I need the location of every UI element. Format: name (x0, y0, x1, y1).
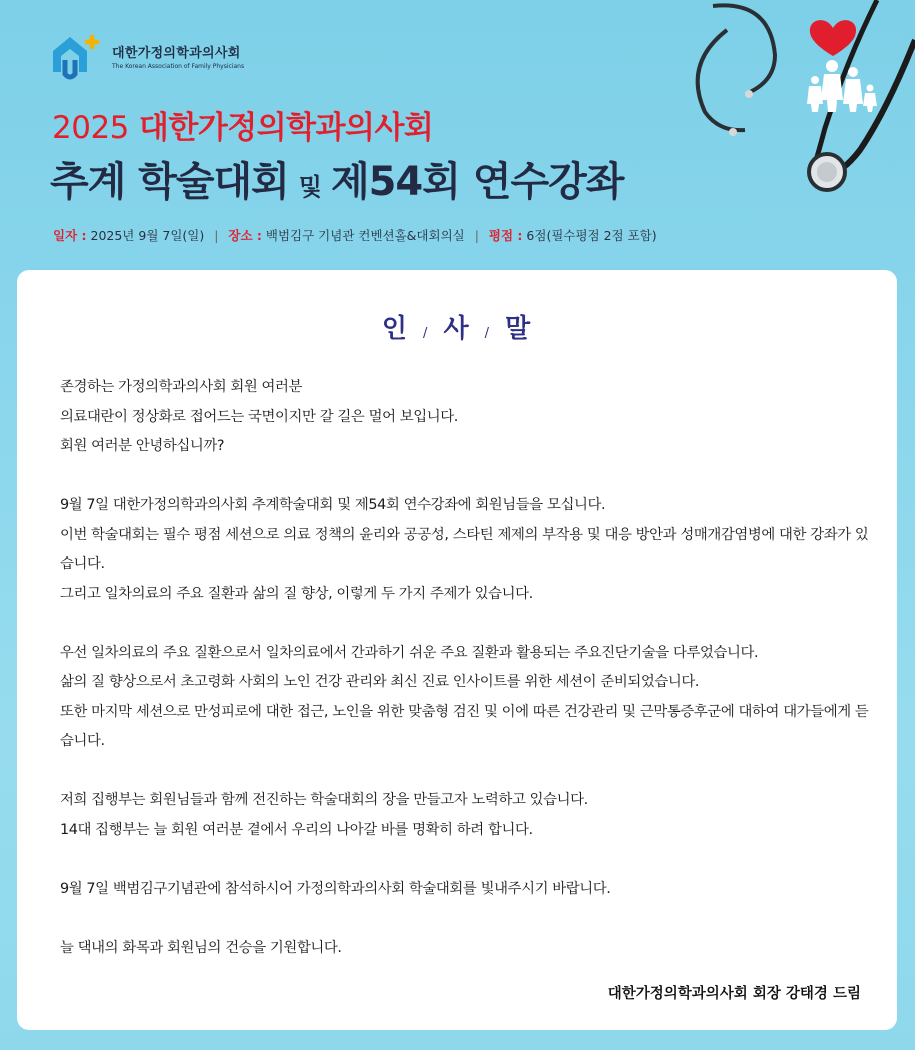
info-separator: | (214, 228, 219, 243)
greeting-line: 늘 댁내의 화목과 회원님의 건승을 기원합니다. (60, 939, 342, 956)
greeting-title-slash: / (423, 326, 430, 341)
greeting-signature: 대한가정의학과의사회 회장 강태경 드림 (607, 986, 861, 1002)
event-organization: 대한가정의학과의사회 (138, 110, 434, 146)
greeting-line: 저희 집행부는 회원님들과 함께 전진하는 학술대회의 장을 만들고자 노력하고 있습니다. (60, 792, 588, 808)
greeting-title-char: 사 (443, 314, 471, 344)
event-title-conference: 추계 학술대회 (50, 159, 289, 205)
greeting-title-slash: / (484, 326, 491, 341)
greeting-card (17, 270, 897, 1030)
greeting-line: 9월 7일 백범김구기념관에 참석하시어 가정의학과의사회 학술대회를 빛내주시기 바랍니다. (60, 880, 611, 897)
event-title-course: 제54회 연수강좌 (330, 159, 624, 205)
greeting-line: 9월 7일 대한가정의학과의사회 추계학술대회 및 제54회 연수강좌에 회원님들을 모십니다. (60, 497, 606, 513)
date-label: 일자 : (53, 228, 87, 243)
event-title-line1 (52, 102, 433, 147)
date-value: 2025년 9월 7일(일) (90, 228, 205, 243)
event-title-and: 및 (298, 173, 321, 201)
place-value: 백범김구 기념관 컨벤션홀&대회의실 (265, 228, 465, 243)
association-logo (48, 28, 244, 84)
greeting-body (60, 373, 870, 963)
event-title-line2 (50, 150, 623, 207)
greeting-title-char: 인 (381, 314, 410, 344)
logo-name-korean: 대한가정의학과의사회 (112, 46, 241, 61)
info-separator: | (474, 228, 479, 243)
greeting-line: 그리고 일차의료의 주요 질환과 삶의 질 향상, 이렇게 두 가지 주제가 있습니다. (60, 585, 533, 602)
logo-name-english: The Korean Association of Family Physicians (112, 63, 245, 70)
event-info-bar (53, 226, 657, 244)
greeting-line: 우선 일차의료의 주요 질환으로서 일차의료에서 간과하기 쉬운 주요 질환과 활용되는 주요진단기술을 다루었습니다. (60, 644, 759, 661)
place-label: 장소 : (228, 228, 262, 243)
greeting-line: 회원 여러분 안녕하십니까? (60, 438, 225, 454)
greeting-title-char: 말 (504, 314, 533, 344)
greeting-line: 의료대란이 정상화로 접어드는 국면이지만 갈 길은 멀어 보입니다. (60, 408, 458, 425)
event-year: 2025 (52, 110, 129, 146)
credit-label: 평점 : (488, 228, 523, 243)
greeting-line: 존경하는 가정의학과의사회 회원 여러분 (60, 379, 303, 395)
greeting-line: 14대 집행부는 늘 회원 여러분 곁에서 우리의 나아갈 바를 명확히 하려 합니다. (60, 821, 533, 838)
greeting-line: 또한 마지막 세션으로 만성피로에 대한 접근, 노인을 위한 맞춤형 검진 및 이에 따른 건강관리 및 근막통증후군에 대하여 대가들에게 듣습니다. (60, 703, 869, 749)
credit-value: 6점(필수평점 2점 포함) (526, 228, 657, 243)
greeting-title (17, 308, 897, 345)
house-logo-icon (48, 28, 104, 84)
stethoscope-heart-family-icon (615, 0, 915, 200)
header-banner (0, 0, 915, 270)
greeting-line: 삶의 질 향상으로서 초고령화 사회의 노인 건강 관리와 최신 진료 인사이트를 위한 세션이 준비되었습니다. (60, 674, 700, 690)
greeting-line: 이번 학술대회는 필수 평점 세션으로 의료 정책의 윤리와 공공성, 스타틴 제제의 부작용 및 대응 방안과 성매개감염병에 대한 강좌가 있습니다. (60, 526, 869, 572)
